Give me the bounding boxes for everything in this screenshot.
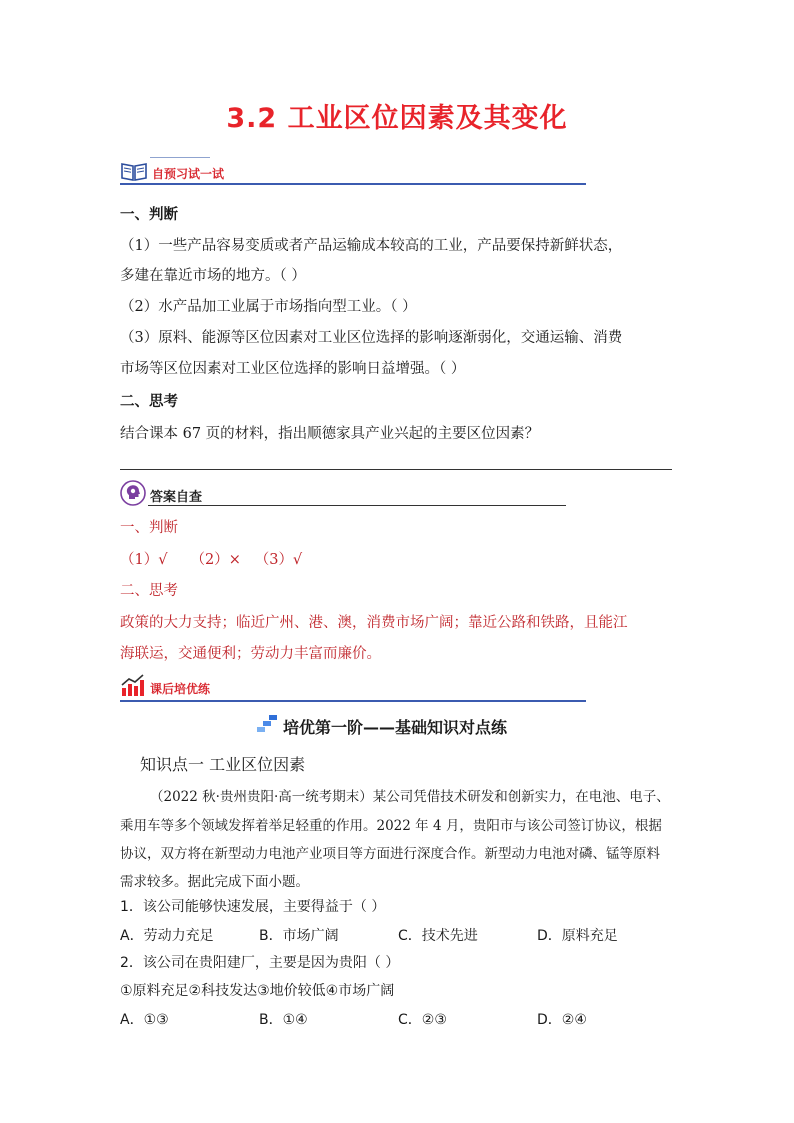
q2-option-c[interactable]: C．②③ <box>398 1012 447 1028</box>
answer-think-line1: 政策的大力支持；临近广州、港、澳，消费市场广阔；靠近公路和铁路，且能江 <box>120 615 628 631</box>
head-icon <box>120 480 146 510</box>
practice-section-header <box>120 674 210 702</box>
page-title: 3.2 工业区位因素及其变化 <box>226 103 568 134</box>
mc-question-2: 2．该公司在贵阳建厂，主要是因为贵阳（ ） <box>120 955 400 971</box>
material-line2: 乘用车等多个领域发挥着举足轻重的作用。2022 年 4 月，贵阳市与该公司签订协议，根据 <box>120 818 662 834</box>
answer-line <box>120 469 672 470</box>
q2-option-b[interactable]: B．①④ <box>259 1012 308 1028</box>
header-accent-line <box>150 157 210 158</box>
part2-heading: 二、思考 <box>120 394 178 410</box>
stairs-icon <box>255 714 279 738</box>
material-line4: 需求较多。据此完成下面小题。 <box>120 874 309 890</box>
q1-option-b[interactable]: B．市场广阔 <box>259 928 339 944</box>
practice-section-label: 课后培优练 <box>150 681 211 696</box>
answer-section-label: 答案自查 <box>150 489 203 505</box>
mc-question-2-options <box>120 1009 587 1029</box>
answer-part1-heading: 一、判断 <box>120 520 178 536</box>
question-1-line1: （1）一些产品容易变质或者产品运输成本较高的工业，产品要保持新鲜状态， <box>120 238 623 254</box>
part1-heading: 一、判断 <box>120 207 178 223</box>
q1-option-d[interactable]: D．原料充足 <box>537 928 618 944</box>
q2-option-d[interactable]: D．②④ <box>537 1012 587 1028</box>
preview-section-label: 自预习试一试 <box>152 166 225 181</box>
mc-question-1-options <box>120 925 618 945</box>
answer-think-line2: 海联运，交通便利；劳动力丰富而廉价。 <box>120 646 381 662</box>
stage-title: 培优第一阶——基础知识对点练 <box>283 717 508 737</box>
mc-question-1: 1．该公司能够快速发展，主要得益于（ ） <box>120 899 386 915</box>
question-2: （2）水产品加工业属于市场指向型工业。（ ） <box>120 299 417 315</box>
stage-title-row <box>255 714 507 738</box>
think-question: 结合课本 67 页的材料，指出顺德家具产业兴起的主要区位因素？ <box>120 426 540 442</box>
answer-part2-heading: 二、思考 <box>120 583 178 599</box>
preview-section-rule <box>120 183 586 185</box>
practice-section-rule <box>120 700 586 702</box>
q2-option-a[interactable]: A．①③ <box>120 1012 169 1028</box>
chart-icon <box>120 674 146 702</box>
material-line1: （2022 秋·贵州贵阳·高一统考期末）某公司凭借技术研发和创新实力，在电池、电子、 <box>150 789 670 805</box>
q1-option-c[interactable]: C．技术先进 <box>398 928 478 944</box>
answer-section-rule <box>148 505 566 506</box>
question-1-line2: 多建在靠近市场的地方。（ ） <box>120 268 306 284</box>
question-3-line2: 市场等区位因素对工业区位选择的影响日益增强。（ ） <box>120 361 466 377</box>
knowledge-point-title: 知识点一 工业区位因素 <box>140 755 306 774</box>
answer-judgements: （1）√ （2）× （3）√ <box>120 552 303 568</box>
q1-option-a[interactable]: A．劳动力充足 <box>120 928 214 944</box>
question-3-line1: （3）原料、能源等区位因素对工业区位选择的影响逐渐弱化，交通运输、消费 <box>120 330 623 346</box>
mc-question-2-items: ①原料充足②科技发达③地价较低④市场广阔 <box>120 983 395 999</box>
material-line3: 协议，双方将在新型动力电池产业项目等方面进行深度合作。新型动力电池对磷、锰等原料 <box>120 846 660 862</box>
